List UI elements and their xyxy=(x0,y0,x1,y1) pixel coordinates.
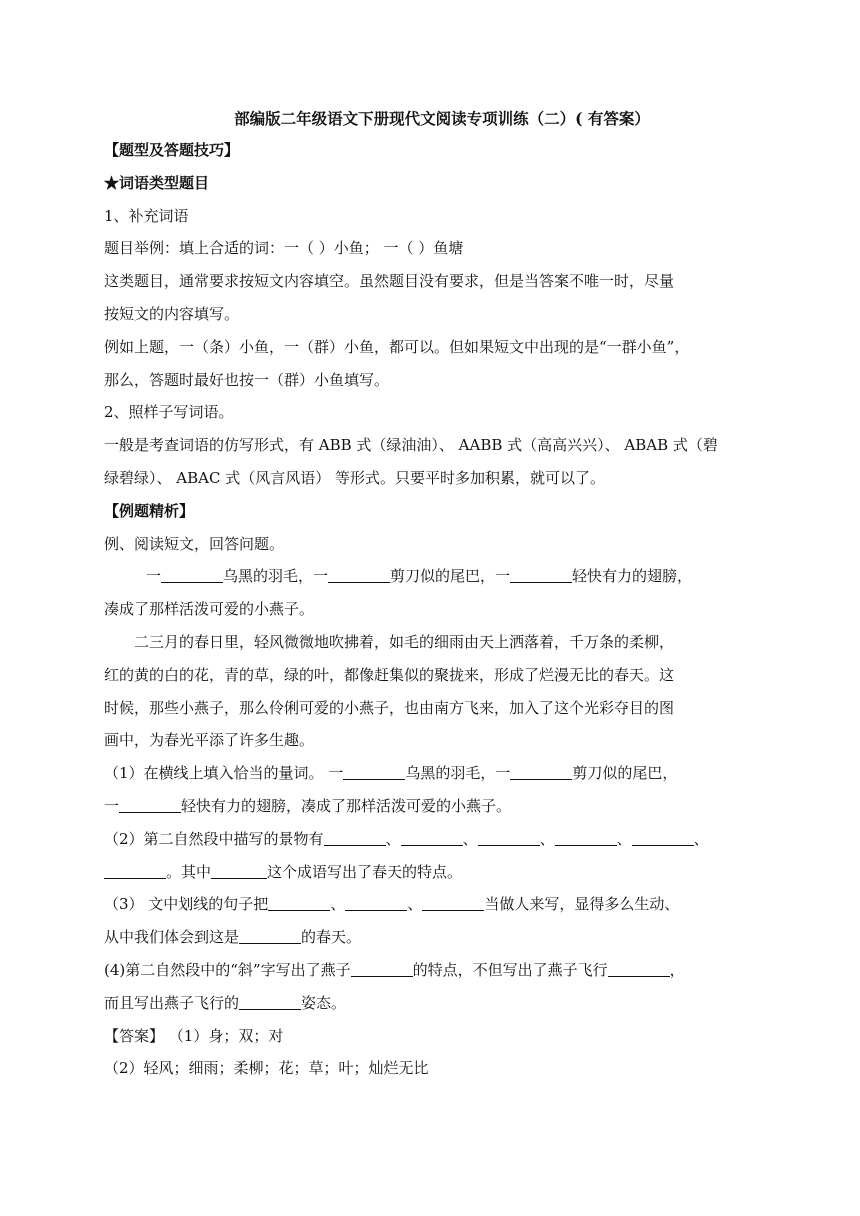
question-text: 轻快有力的翅膀，凑成了那样活泼可爱的小燕子。 xyxy=(181,796,512,815)
question-text: ， xyxy=(669,960,685,979)
question-text: （3） 文中划线的句子把 xyxy=(104,895,269,914)
blank-line xyxy=(422,895,484,911)
answer-label: 【答案】 xyxy=(104,1026,165,1045)
question-text: 的春天。 xyxy=(301,928,362,947)
text-line: 一般是考查词语的仿写形式，有 ABB 式（绿油油）、 AABB 式（高高兴兴）、 ABAB 式（碧 xyxy=(104,436,718,455)
blank-line xyxy=(119,797,181,813)
blank-line xyxy=(343,764,405,780)
answer-line xyxy=(104,1020,770,1053)
separator: 、 xyxy=(693,829,709,848)
question-text: （1）在横线上填入恰当的量词。 一 xyxy=(104,764,344,783)
question-text: 而且写出燕子飞行的 xyxy=(104,993,240,1012)
text-line: 2、照样子写词语。 xyxy=(104,403,234,422)
question-line xyxy=(104,790,770,823)
section-heading: 【例题精析】 xyxy=(104,501,195,520)
separator: 、 xyxy=(330,895,346,914)
subsection-heading: ★词语类型题目 xyxy=(104,173,210,192)
question-text: 。其中 xyxy=(166,862,212,881)
blank-line xyxy=(161,567,223,583)
blank-line xyxy=(328,567,390,583)
passage-line: 凑成了那样活泼可爱的小燕子。 xyxy=(104,600,315,619)
answer-line: （2）轻风；细雨；柔柳；花；草；叶；灿烂无比 xyxy=(104,1059,429,1078)
text-line: 那么，答题时最好也按一（群）小鱼填写。 xyxy=(104,370,390,389)
separator: 、 xyxy=(385,829,401,848)
question-line xyxy=(104,856,770,889)
passage-line xyxy=(104,560,770,593)
separator: 、 xyxy=(407,895,423,914)
passage-line: 时候，那些小燕子，那么伶俐可爱的小燕子，也由南方飞来，加入了这个光彩夺目的图 xyxy=(104,698,675,717)
passage-text: 一 xyxy=(146,567,162,586)
section-heading: 【题型及答题技巧】 xyxy=(104,141,240,159)
blank-line xyxy=(401,830,463,846)
question-text: 一 xyxy=(104,796,120,815)
blank-line xyxy=(608,961,670,977)
blank-line xyxy=(632,830,694,846)
passage-text: 剪刀似的尾巴，一 xyxy=(390,567,511,586)
passage-line: 二三月的春日里，轻风微微地吹拂着，如毛的细雨由天上洒落着，千万条的柔柳， xyxy=(134,632,675,651)
blank-line xyxy=(555,830,617,846)
answer-text: （1）身；双；对 xyxy=(164,1026,284,1045)
question-text: 乌黑的羽毛，一 xyxy=(405,764,511,783)
page-title: 部编版二年级语文下册现代文阅读专项训练（二）( 有答案） xyxy=(234,109,650,128)
question-text: 当做人来写，显得多么生动、 xyxy=(484,895,680,914)
blank-line xyxy=(239,994,301,1010)
blank-line xyxy=(104,863,166,879)
blank-line xyxy=(211,863,267,879)
question-text: 剪刀似的尾巴， xyxy=(572,764,678,783)
separator: 、 xyxy=(539,829,555,848)
blank-line xyxy=(268,895,330,911)
question-text: 姿态。 xyxy=(301,993,347,1012)
text-line: 绿碧绿）、 ABAC 式（风言风语） 等形式。只要平时多加积累，就可以了。 xyxy=(104,468,605,487)
question-line xyxy=(104,757,770,790)
question-line xyxy=(104,921,770,954)
passage-line: 画中，为春光平添了许多生趣。 xyxy=(104,731,315,750)
blank-line xyxy=(345,895,407,911)
question-text: （2）第二自然段中描写的景物有 xyxy=(104,829,324,848)
text-line: 这类题目，通常要求按短文内容填空。虽然题目没有要求，但是当答案不唯一时，尽量 xyxy=(104,272,675,291)
question-text: 这个成语写出了春天的特点。 xyxy=(267,862,463,881)
question-text: 的特点，不但写出了燕子飞行 xyxy=(412,960,608,979)
blank-line xyxy=(351,961,413,977)
passage-line: 红的黄的白的花，青的草，绿的叶，都像赶集似的聚拢来，形成了烂漫无比的春天。这 xyxy=(104,665,675,684)
question-text: 从中我们体会到这是 xyxy=(104,928,240,947)
question-text: (4)第二自然段中的“斜”字写出了燕子 xyxy=(104,960,351,979)
passage-text: 轻快有力的翅膀， xyxy=(572,567,693,586)
blank-line xyxy=(510,764,572,780)
question-line xyxy=(104,954,770,987)
blank-line xyxy=(324,830,386,846)
question-line xyxy=(104,888,770,921)
question-line xyxy=(104,823,770,856)
blank-line xyxy=(478,830,540,846)
document-body xyxy=(104,104,770,1085)
passage-text: 乌黑的羽毛，一 xyxy=(223,567,329,586)
blank-line xyxy=(239,928,301,944)
text-line: 1、补充词语 xyxy=(104,206,189,225)
text-line: 例、阅读短文，回答问题。 xyxy=(104,534,285,553)
text-line: 按短文的内容填写。 xyxy=(104,304,240,323)
text-line: 题目举例：填上合适的词：一（ ）小鱼； 一（ ）鱼塘 xyxy=(104,239,464,258)
text-line: 例如上题，一（条）小鱼，一（群）小鱼，都可以。但如果短文中出现的是“一群小鱼”， xyxy=(104,337,690,356)
separator: 、 xyxy=(616,829,632,848)
question-line xyxy=(104,987,770,1020)
separator: 、 xyxy=(462,829,478,848)
blank-line xyxy=(510,567,572,583)
